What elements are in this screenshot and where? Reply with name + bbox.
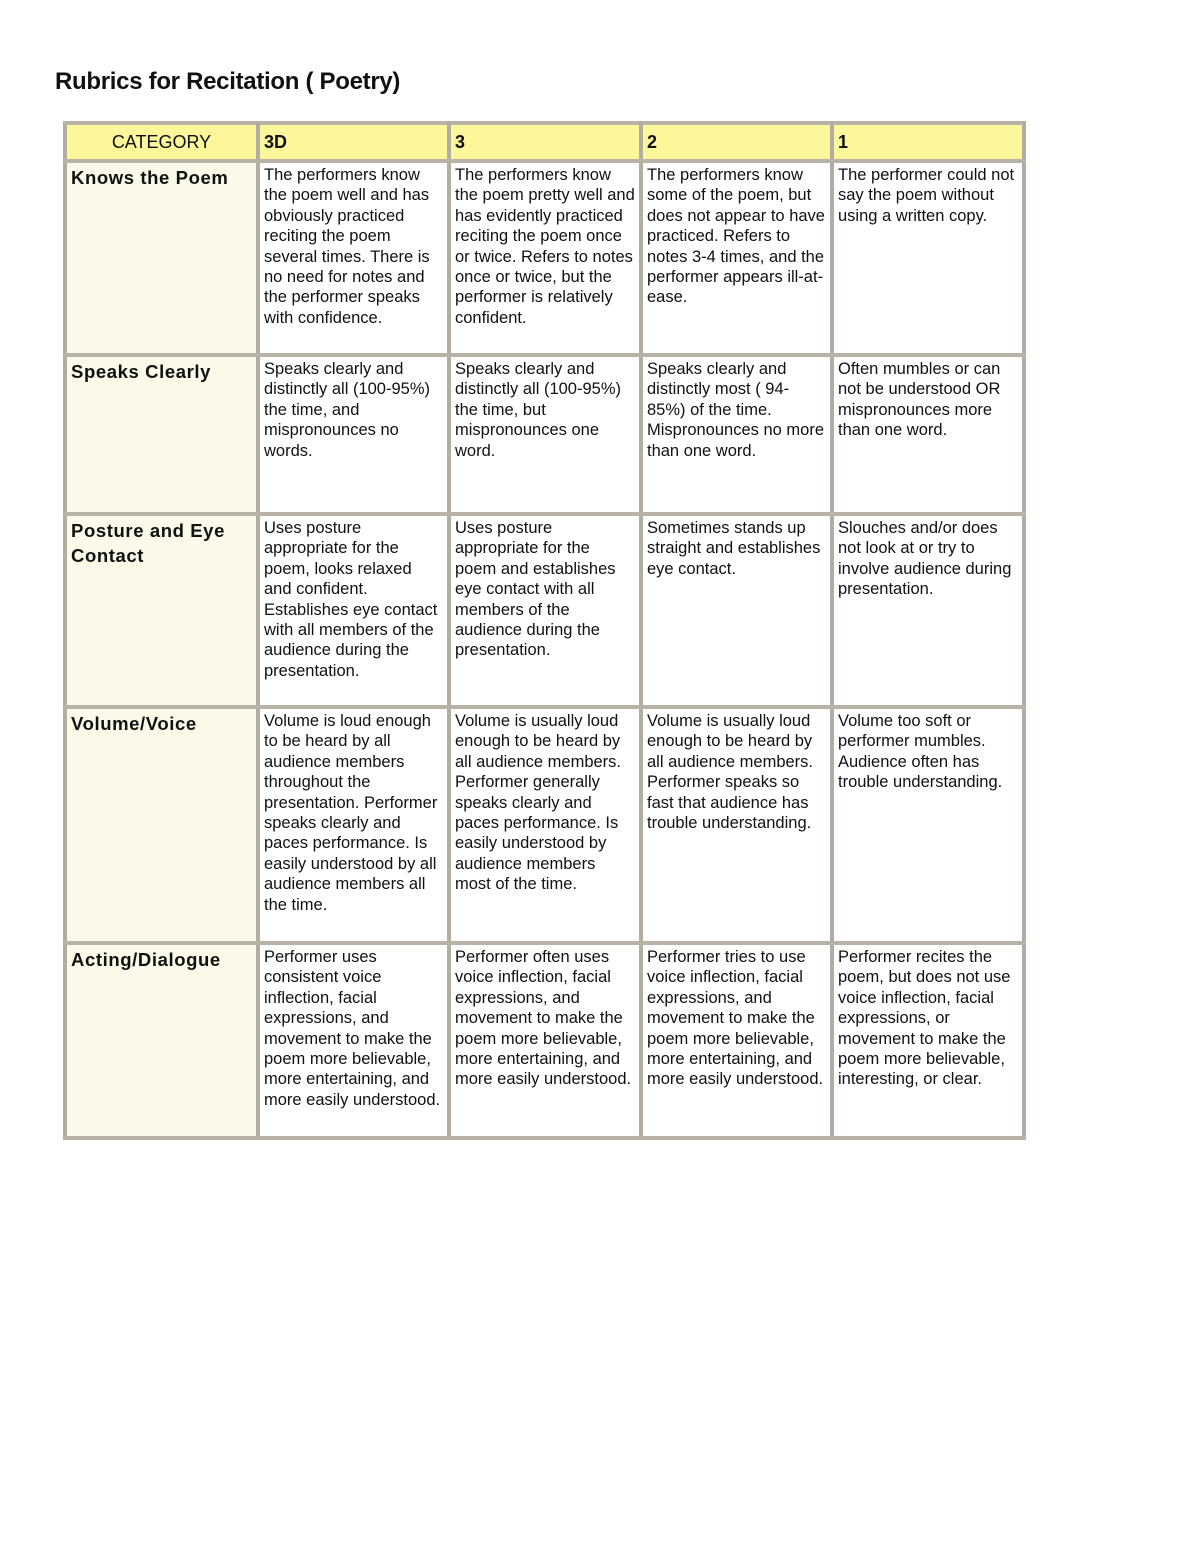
criteria-cell: Uses posture appropriate for the poem and establishes eye contact with all members of the audience during the presentation. [449, 514, 641, 707]
column-header-1: 1 [832, 123, 1024, 161]
criteria-cell: The performer could not say the poem without using a written copy. [832, 161, 1024, 355]
category-cell: Posture and Eye Contact [65, 514, 258, 707]
criteria-cell: Performer often uses voice inflection, facial expressions, and movement to make the poem more believable, more entertaining, and more easily understood. [449, 943, 641, 1138]
criteria-cell: The performers know some of the poem, but does not appear to have practiced. Refers to notes 3-4 times, and the performer appears ill-at-ease. [641, 161, 832, 355]
page-title: Rubrics for Recitation ( Poetry) [55, 68, 401, 95]
criteria-cell: Speaks clearly and distinctly all (100-95%) the time, but mispronounces one word. [449, 355, 641, 514]
criteria-cell: Volume is usually loud enough to be heard by all audience members. Performer speaks so fast that audience has trouble understanding. [641, 707, 832, 943]
table-row [65, 707, 1024, 943]
column-header-3d: 3D [258, 123, 449, 161]
criteria-cell: The performers know the poem well and has obviously practiced reciting the poem several times. There is no need for notes and the performer speaks with confidence. [258, 161, 449, 355]
column-header-2: 2 [641, 123, 832, 161]
criteria-cell: Performer tries to use voice inflection, facial expressions, and movement to make the poem more believable, more entertaining, and more easily understood. [641, 943, 832, 1138]
criteria-cell: Volume is loud enough to be heard by all audience members throughout the presentation. Performer speaks clearly and paces performance. Is easily understood by all audience members all the time. [258, 707, 449, 943]
column-header-category: CATEGORY [65, 123, 258, 161]
criteria-cell: Volume too soft or performer mumbles. Audience often has trouble understanding. [832, 707, 1024, 943]
category-cell: Acting/Dialogue [65, 943, 258, 1138]
criteria-cell: Often mumbles or can not be understood OR mispronounces more than one word. [832, 355, 1024, 514]
criteria-cell: Speaks clearly and distinctly all (100-95%) the time, and mispronounces no words. [258, 355, 449, 514]
criteria-cell: Performer uses consistent voice inflection, facial expressions, and movement to make the poem more believable, more entertaining, and more easily understood. [258, 943, 449, 1138]
criteria-cell: The performers know the poem pretty well and has evidently practiced reciting the poem once or twice. Refers to notes once or twice, but the performer is relatively confident. [449, 161, 641, 355]
rubric-table [63, 121, 1026, 1140]
criteria-cell: Speaks clearly and distinctly most ( 94-85%) of the time. Mispronounces no more than one word. [641, 355, 832, 514]
category-cell: Speaks Clearly [65, 355, 258, 514]
category-cell: Knows the Poem [65, 161, 258, 355]
table-row [65, 943, 1024, 1138]
table-row [65, 161, 1024, 355]
table-row [65, 514, 1024, 707]
column-header-3: 3 [449, 123, 641, 161]
table-header-row [65, 123, 1024, 161]
criteria-cell: Uses posture appropriate for the poem, looks relaxed and confident. Establishes eye contact with all members of the audience during the presentation. [258, 514, 449, 707]
category-cell: Volume/Voice [65, 707, 258, 943]
criteria-cell: Sometimes stands up straight and establishes eye contact. [641, 514, 832, 707]
criteria-cell: Slouches and/or does not look at or try to involve audience during presentation. [832, 514, 1024, 707]
table-row [65, 355, 1024, 514]
criteria-cell: Volume is usually loud enough to be heard by all audience members. Performer generally speaks clearly and paces performance. Is easily understood by audience members most of the time. [449, 707, 641, 943]
criteria-cell: Performer recites the poem, but does not use voice inflection, facial expressions, or movement to make the poem more believable, interesting, or clear. [832, 943, 1024, 1138]
